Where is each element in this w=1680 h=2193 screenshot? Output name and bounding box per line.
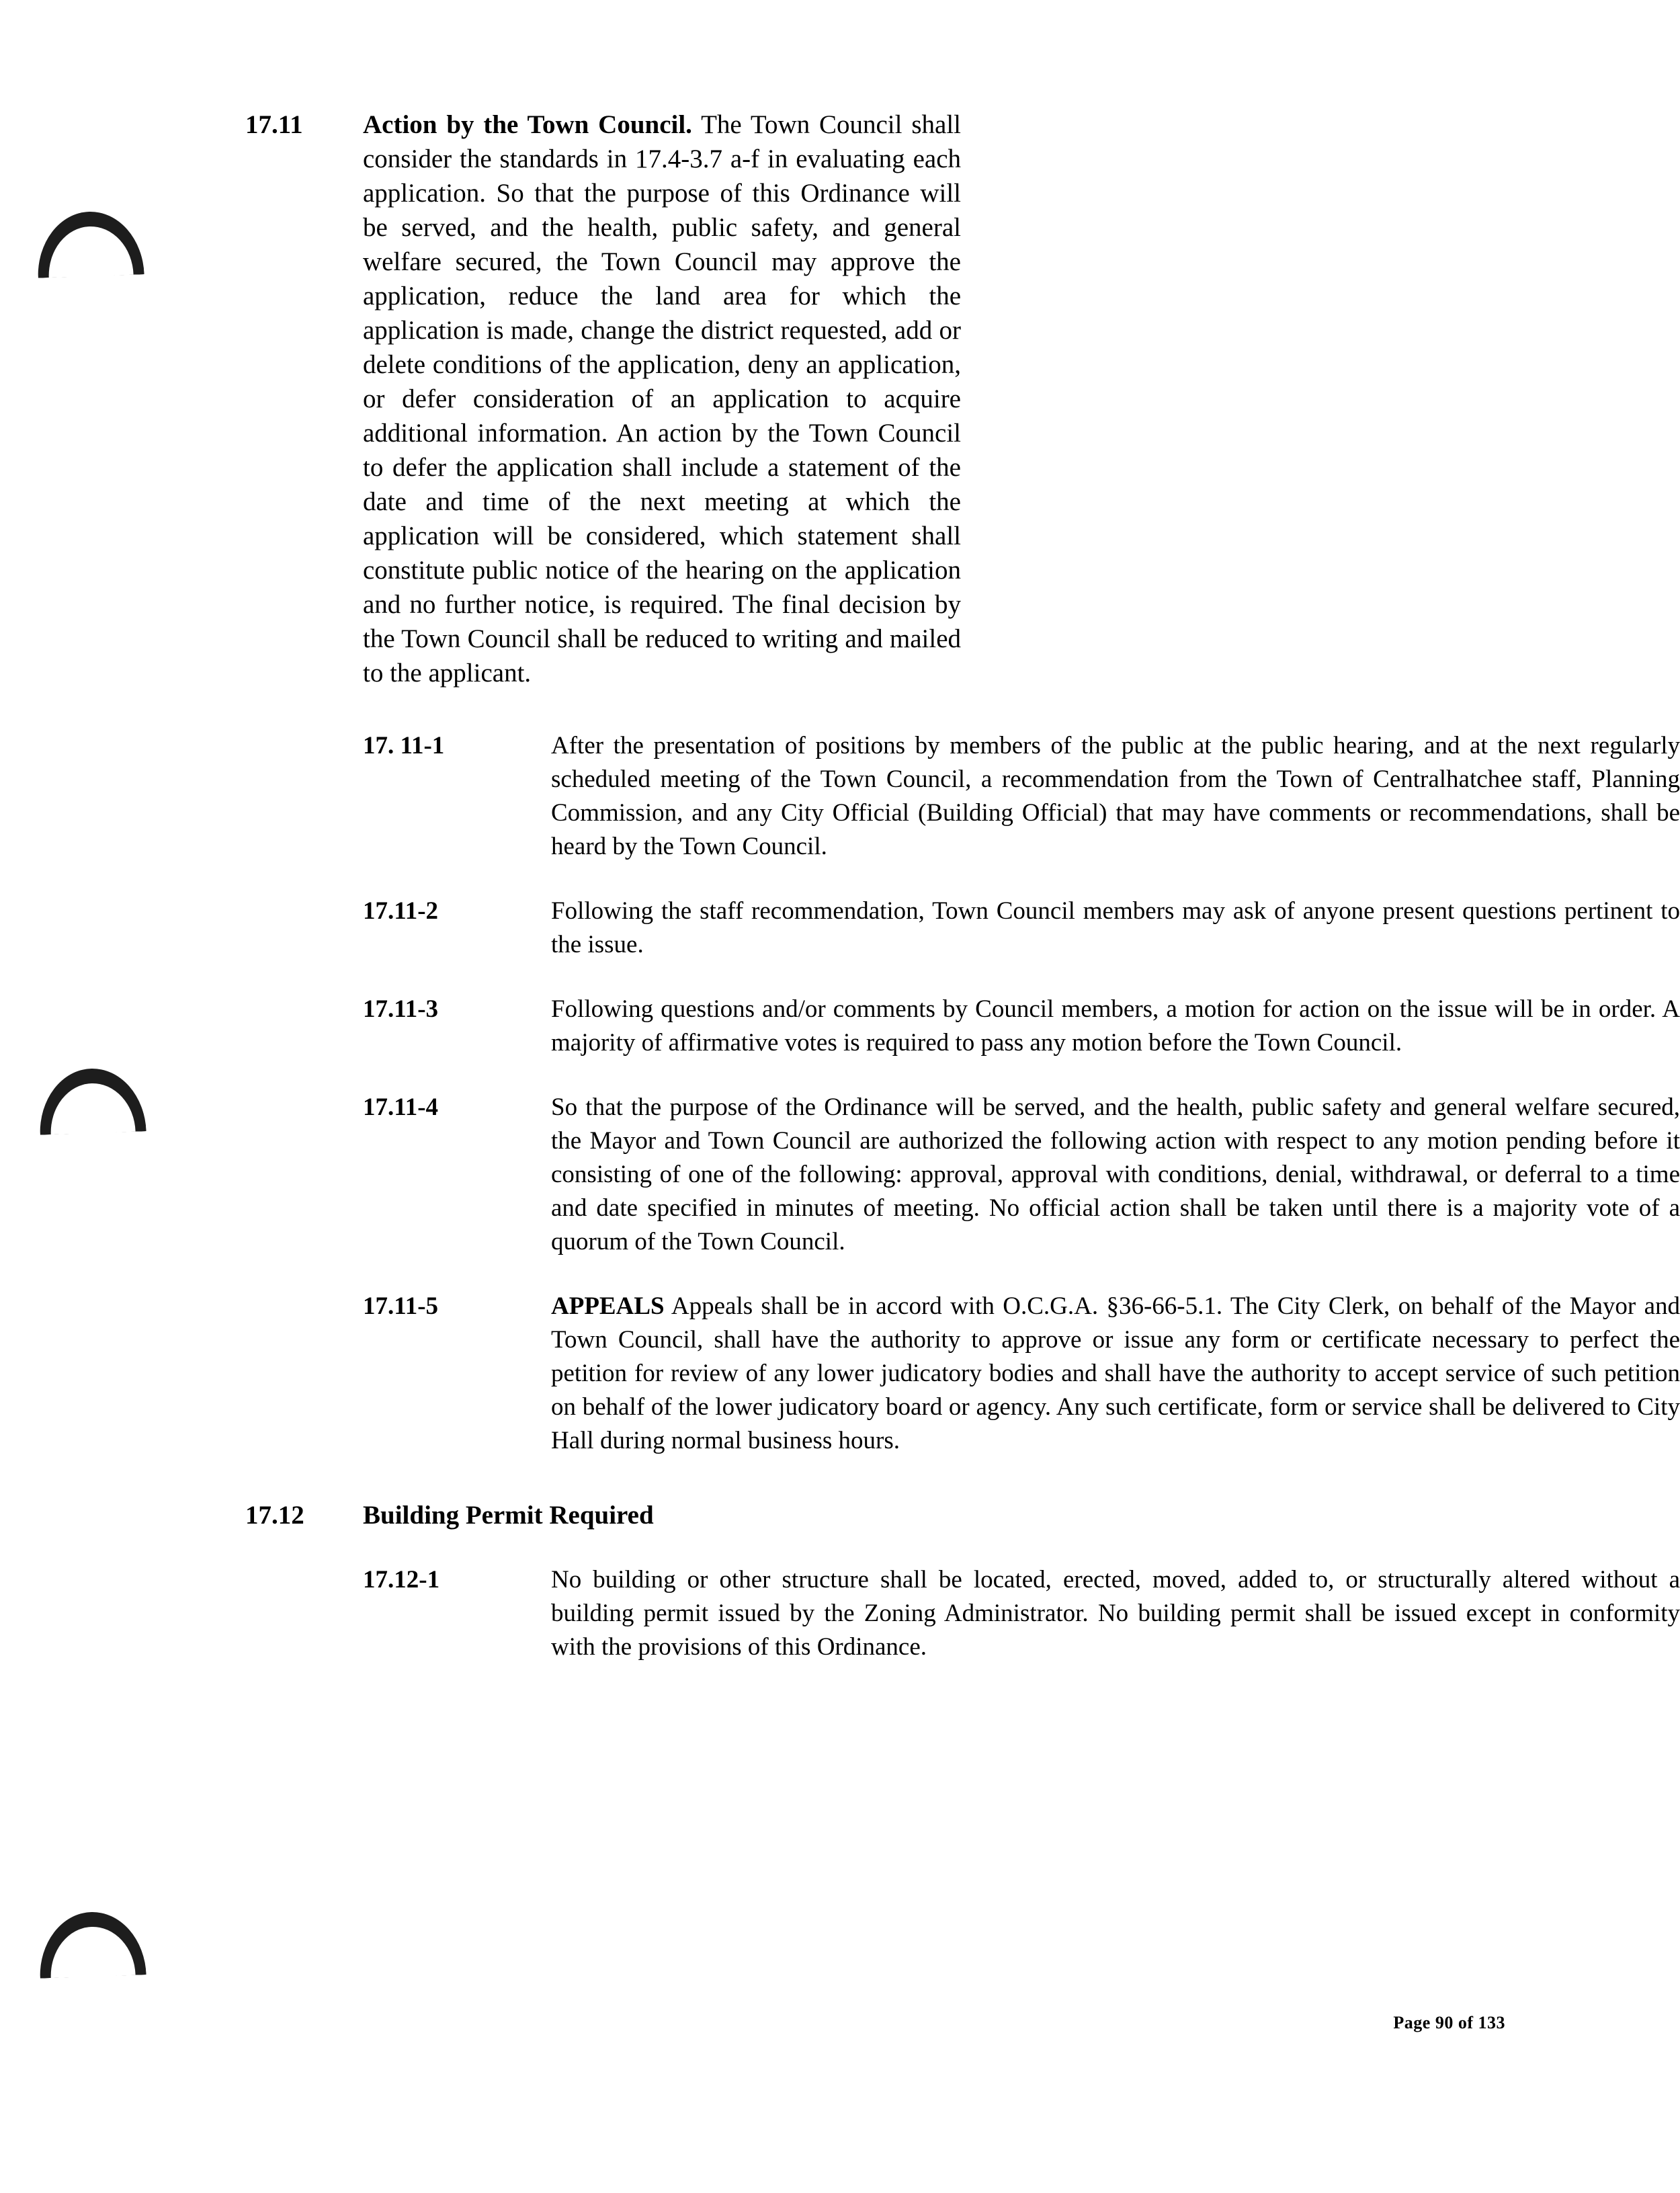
section-17-11-body [363, 108, 961, 690]
section-17-11-5 [363, 1290, 1680, 1458]
section-17-11-2 [363, 895, 1680, 962]
section-17-11-1-text: After the presentation of positions by members of the public at the public hearing, and at the next regularly scheduled meeting of the Town Council, a recommendation from the Town of Centralhatchee staff, Planning Commission, and any City Official (Building Official) that may have comments or recommendations, shall be heard by the Town Council. [551, 732, 1680, 860]
page-footer: Page 90 of 133 [1393, 2013, 1505, 2032]
section-17-11-3-text: Following questions and/or comments by Council members, a motion for action on the issue will be in order. A majority of affirmative votes is required to pass any motion before the Town Council. [551, 995, 1680, 1057]
section-17-11-number: 17.11 [245, 110, 303, 139]
section-17-11-1 [363, 729, 1680, 864]
section-17-11-3 [363, 993, 1680, 1060]
section-17-12-1 [363, 1563, 1680, 1664]
section-17-11-5-lead: APPEALS [551, 1292, 665, 1320]
section-17-12-heading [245, 1498, 1680, 1532]
scan-artifact-arc-bottom [38, 1910, 146, 1978]
section-17-11-1-number: 17. 11-1 [363, 732, 445, 759]
section-17-11-5-body [551, 1290, 1680, 1458]
section-17-12-1-text: No building or other structure shall be located, erected, moved, added to, or structurally altered without a building permit issued by the Zoning Administrator. No building permit shall be issued except in conformity with the provisions of this Ordinance. [551, 1566, 1680, 1661]
section-17-12-1-number: 17.12-1 [363, 1566, 440, 1594]
section-17-12-number: 17.12 [245, 1501, 304, 1530]
section-17-11-title: Action by the Town Council. [363, 110, 692, 139]
section-17-11-4-text: So that the purpose of the Ordinance will be served, and the health, public safety and general welfare secured, the Mayor and Town Council are authorized the following action with respect to any motion pending before it consisting of one of the following: approval, approval with conditions, denial, withdrawal, or deferral to a time and date specified in minutes of meeting. No official action shall be taken until there is a majority vote of a quorum of the Town Council. [551, 1093, 1680, 1255]
section-17-11-2-number: 17.11-2 [363, 897, 439, 925]
section-17-11-5-text: Appeals shall be in accord with O.C.G.A. §36-66-5.1. The City Clerk, on behalf of the Mayor and Town Council, shall have the authority to approve or issue any form or certificate necessary to perfect the petition for review of any lower judicatory bodies and shall have the authority to accept service of such petition on behalf of the lower judicatory board or agency. Any such certificate, form or service shall be delivered to City Hall during normal business hours. [551, 1292, 1680, 1454]
section-17-11-3-number: 17.11-3 [363, 995, 439, 1023]
section-17-11-4 [363, 1091, 1680, 1259]
section-17-11-2-text: Following the staff recommendation, Town Council members may ask of anyone present questions pertinent to the issue. [551, 897, 1680, 958]
section-17-11-text: The Town Council shall consider the standards in 17.4-3.7 a-f in evaluating each application. So that the purpose of this Ordinance will be served, and the health, public safety, and general welfare secured, the Town Council may approve the application, reduce the land area for which the application is made, change the district requested, add or delete conditions of the application, deny an application, or defer consideration of an application to acquire additional information. An action by the Town Council to defer the application shall include a statement of the date and time of the next meeting at which the application will be considered, which statement shall constitute public notice of the hearing on the application and no further notice, is required. The final decision by the Town Council shall be reduced to writing and mailed to the applicant. [363, 110, 961, 688]
section-17-11 [245, 108, 961, 690]
section-17-12-title: Building Permit Required [363, 1501, 654, 1530]
section-17-11-5-number: 17.11-5 [363, 1292, 439, 1320]
section-17-11-4-number: 17.11-4 [363, 1093, 439, 1121]
